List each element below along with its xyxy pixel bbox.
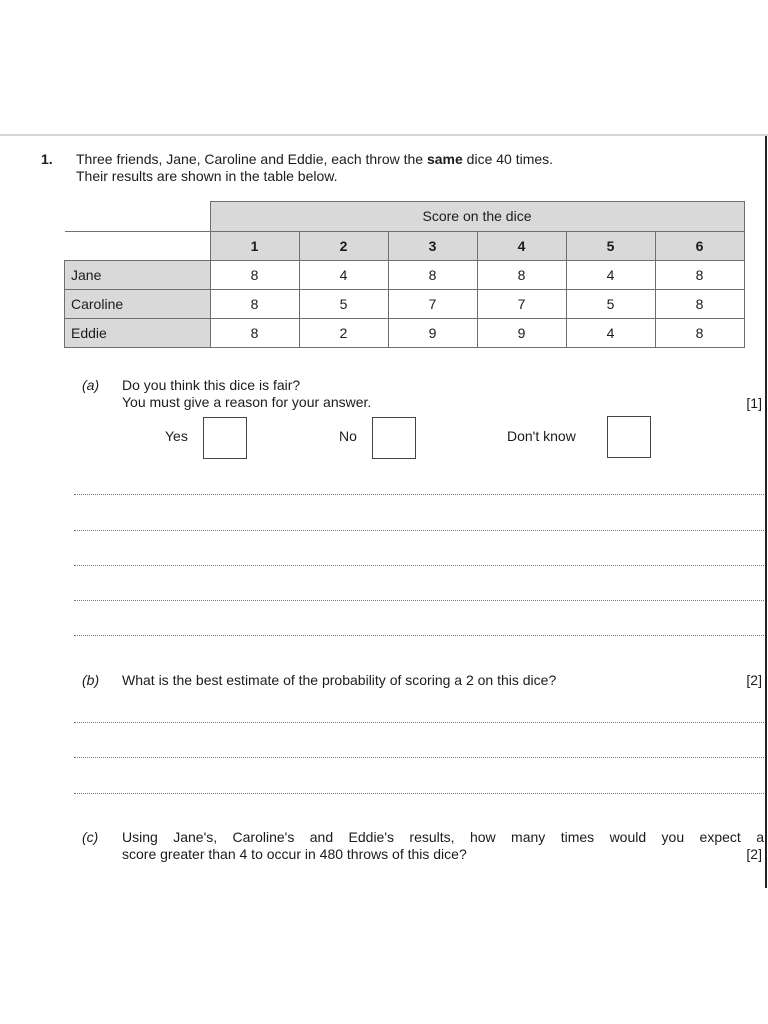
table-cell: 8	[655, 260, 744, 289]
part-a-question	[122, 377, 371, 411]
table-cell: 4	[299, 260, 388, 289]
table-cell: 4	[566, 318, 655, 347]
intro-line-2: Their results are shown in the table below.	[76, 168, 338, 184]
row-name: Caroline	[65, 289, 211, 318]
score-header-cell: 5	[566, 231, 655, 260]
answer-line[interactable]	[74, 757, 764, 758]
table-cell: 8	[477, 260, 566, 289]
table-cell: 8	[210, 318, 299, 347]
part-a-line-1: Do you think this dice is fair?	[122, 377, 301, 393]
table-cell: 7	[388, 289, 477, 318]
page-right-border	[765, 136, 767, 888]
answer-line[interactable]	[74, 793, 764, 794]
answer-line[interactable]	[74, 635, 764, 636]
table-cell: 8	[210, 260, 299, 289]
row-name: Eddie	[65, 318, 211, 347]
answer-line[interactable]	[74, 530, 764, 531]
part-c-line-2: score greater than 4 to occur in 480 throws of this dice?	[122, 846, 467, 862]
score-header-cell: 4	[477, 231, 566, 260]
score-header-cell: 1	[210, 231, 299, 260]
no-checkbox[interactable]	[372, 417, 416, 459]
answer-line[interactable]	[74, 600, 764, 601]
answer-line[interactable]	[74, 494, 764, 495]
score-header-cell: 2	[299, 231, 388, 260]
option-no-label: No	[339, 428, 357, 444]
answer-line[interactable]	[74, 565, 764, 566]
part-c-label: (c)	[82, 829, 99, 845]
option-dont-know-label: Don't know	[507, 428, 576, 444]
table-corner	[65, 202, 211, 232]
part-a-label: (a)	[82, 377, 100, 393]
table-cell: 8	[210, 289, 299, 318]
table-cell: 5	[299, 289, 388, 318]
part-c-marks: [2]	[746, 846, 762, 862]
table-cell: 8	[388, 260, 477, 289]
intro-text-end: dice 40 times.	[462, 151, 554, 167]
part-a-marks: [1]	[746, 395, 762, 411]
part-b-marks: [2]	[746, 672, 762, 688]
score-header-cell: 3	[388, 231, 477, 260]
table-cell: 4	[566, 260, 655, 289]
table-cell: 5	[566, 289, 655, 318]
intro-text-start: Three friends, Jane, Caroline and Eddie, each throw the	[76, 151, 427, 167]
question-number: 1.	[41, 151, 53, 167]
table-cell: 9	[477, 318, 566, 347]
part-c-line-1: Using Jane's, Caroline's and Eddie's results, how many times would you expect a	[122, 829, 764, 845]
score-header-cell: 6	[655, 231, 744, 260]
part-c-question	[122, 829, 764, 863]
part-a-line-2: You must give a reason for your answer.	[122, 394, 372, 410]
table-cell: 8	[655, 318, 744, 347]
table-row	[65, 289, 745, 318]
option-yes-label: Yes	[165, 428, 188, 444]
yes-checkbox[interactable]	[203, 417, 247, 459]
row-name: Jane	[65, 260, 211, 289]
table-header-score: Score on the dice	[210, 202, 744, 232]
part-b-question: What is the best estimate of the probability of scoring a 2 on this dice?	[122, 672, 557, 688]
table-row	[65, 318, 745, 347]
intro-bold-word: same	[426, 151, 463, 167]
table-corner	[65, 231, 211, 260]
table-cell: 7	[477, 289, 566, 318]
dont-know-checkbox[interactable]	[607, 416, 651, 458]
table-cell: 2	[299, 318, 388, 347]
table-cell: 9	[388, 318, 477, 347]
page-top-divider	[0, 134, 768, 136]
part-b-label: (b)	[82, 672, 100, 688]
results-table	[64, 201, 745, 348]
answer-line[interactable]	[74, 722, 764, 723]
table-cell: 8	[655, 289, 744, 318]
table-row	[65, 260, 745, 289]
question-intro	[76, 151, 756, 185]
